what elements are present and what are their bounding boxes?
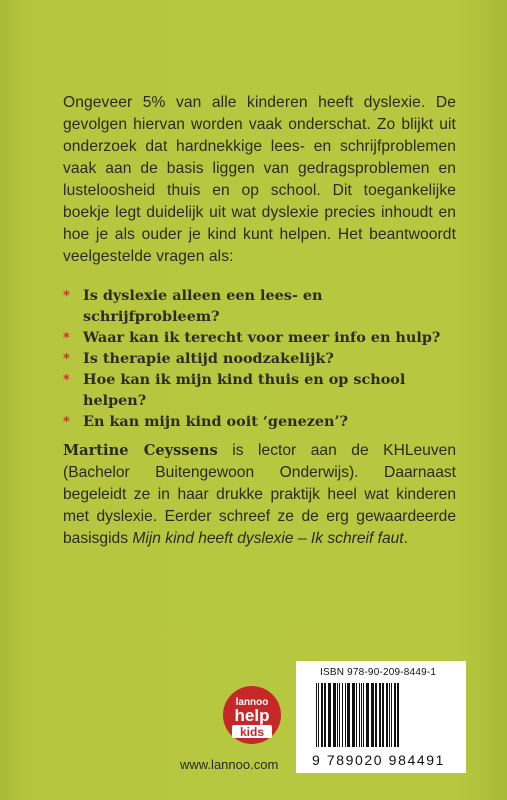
barcode bbox=[312, 683, 462, 751]
barcode-bar bbox=[337, 683, 338, 747]
list-item bbox=[63, 327, 463, 348]
publisher-website: www.lannoo.com bbox=[180, 757, 279, 772]
list-item bbox=[63, 348, 463, 369]
barcode-digits: 9 789020 984491 bbox=[312, 752, 445, 768]
logo-middle-text: help bbox=[234, 706, 270, 725]
question-text: Waar kan ik terecht voor meer info en hulp? bbox=[83, 329, 441, 346]
asterisk-icon: * bbox=[63, 352, 70, 367]
list-item bbox=[63, 369, 463, 411]
logo-bottom-text: kids bbox=[239, 725, 265, 739]
asterisk-icon: * bbox=[63, 331, 70, 346]
barcode-bar bbox=[371, 683, 374, 747]
author-bio-end: . bbox=[403, 530, 408, 547]
list-item bbox=[63, 285, 463, 327]
barcode-bar bbox=[345, 683, 346, 747]
barcode-bar bbox=[324, 683, 326, 747]
barcode-bar bbox=[333, 683, 336, 747]
publisher-logo bbox=[222, 685, 282, 745]
question-text: En kan mijn kind ooit ‘genezen’? bbox=[83, 413, 348, 430]
barcode-bar bbox=[382, 683, 384, 747]
barcode-bar bbox=[339, 683, 340, 747]
previous-book-title: Mijn kind heeft dyslexie – Ik schreif faut bbox=[132, 530, 404, 547]
barcode-bar bbox=[379, 683, 381, 747]
author-bio: is lector aan de KHLeuven (Bachelor Buitengewoon Onderwijs). Daarnaast begeleidt ze in haar drukke praktijk heel wat kinderen met dyslexie. Eerder schreef ze de erg gewaardeerde basisgids bbox=[63, 442, 456, 547]
barcode-bar bbox=[318, 683, 319, 747]
asterisk-icon: * bbox=[63, 415, 70, 430]
asterisk-icon: * bbox=[63, 289, 70, 304]
barcode-bar bbox=[316, 683, 317, 747]
barcode-bar bbox=[389, 683, 390, 747]
barcode-bar bbox=[397, 683, 399, 747]
barcode-bar bbox=[386, 683, 388, 747]
question-list bbox=[63, 285, 463, 432]
intro-paragraph: Ongeveer 5% van alle kinderen heeft dyslexie. De gevolgen hiervan worden vaak onderschat. Zo blijkt uit onderzoek dat hardnekkige lees- en schrijfproblemen vaak aan de basis liggen van gedragsproblemen en lusteloosheid thuis en op school. Dit toegankelijke boekje legt duidelijk uit wat dyslexie precies inhoudt en hoe je als ouder je kind kunt helpen. Het beantwoordt veelgestelde vragen als: bbox=[63, 94, 456, 265]
barcode-bar bbox=[394, 683, 396, 747]
barcode-bar bbox=[363, 683, 364, 747]
author-name: Martine Ceyssens bbox=[63, 442, 218, 459]
barcode-bar bbox=[321, 683, 323, 747]
barcode-bar bbox=[347, 683, 350, 747]
barcode-bar bbox=[366, 683, 369, 747]
author-paragraph bbox=[63, 440, 456, 550]
barcode-bar bbox=[361, 683, 362, 747]
barcode-bar bbox=[342, 683, 343, 747]
question-text: Is dyslexie alleen een lees- en schrijfprobleem? bbox=[83, 287, 323, 325]
list-item bbox=[63, 411, 463, 432]
question-text: Is therapie altijd noodzakelijk? bbox=[83, 350, 334, 367]
barcode-bar bbox=[391, 683, 392, 747]
barcode-bar bbox=[359, 683, 360, 747]
barcode-bar bbox=[356, 683, 357, 747]
asterisk-icon: * bbox=[63, 373, 70, 388]
isbn-label: ISBN 978-90-209-8449-1 bbox=[320, 667, 437, 678]
barcode-bar bbox=[328, 683, 331, 747]
question-text: Hoe kan ik mijn kind thuis en op school helpen? bbox=[83, 371, 406, 409]
barcode-bar bbox=[352, 683, 355, 747]
barcode-bar bbox=[375, 683, 377, 747]
logo-top-text: lannoo bbox=[235, 697, 269, 708]
